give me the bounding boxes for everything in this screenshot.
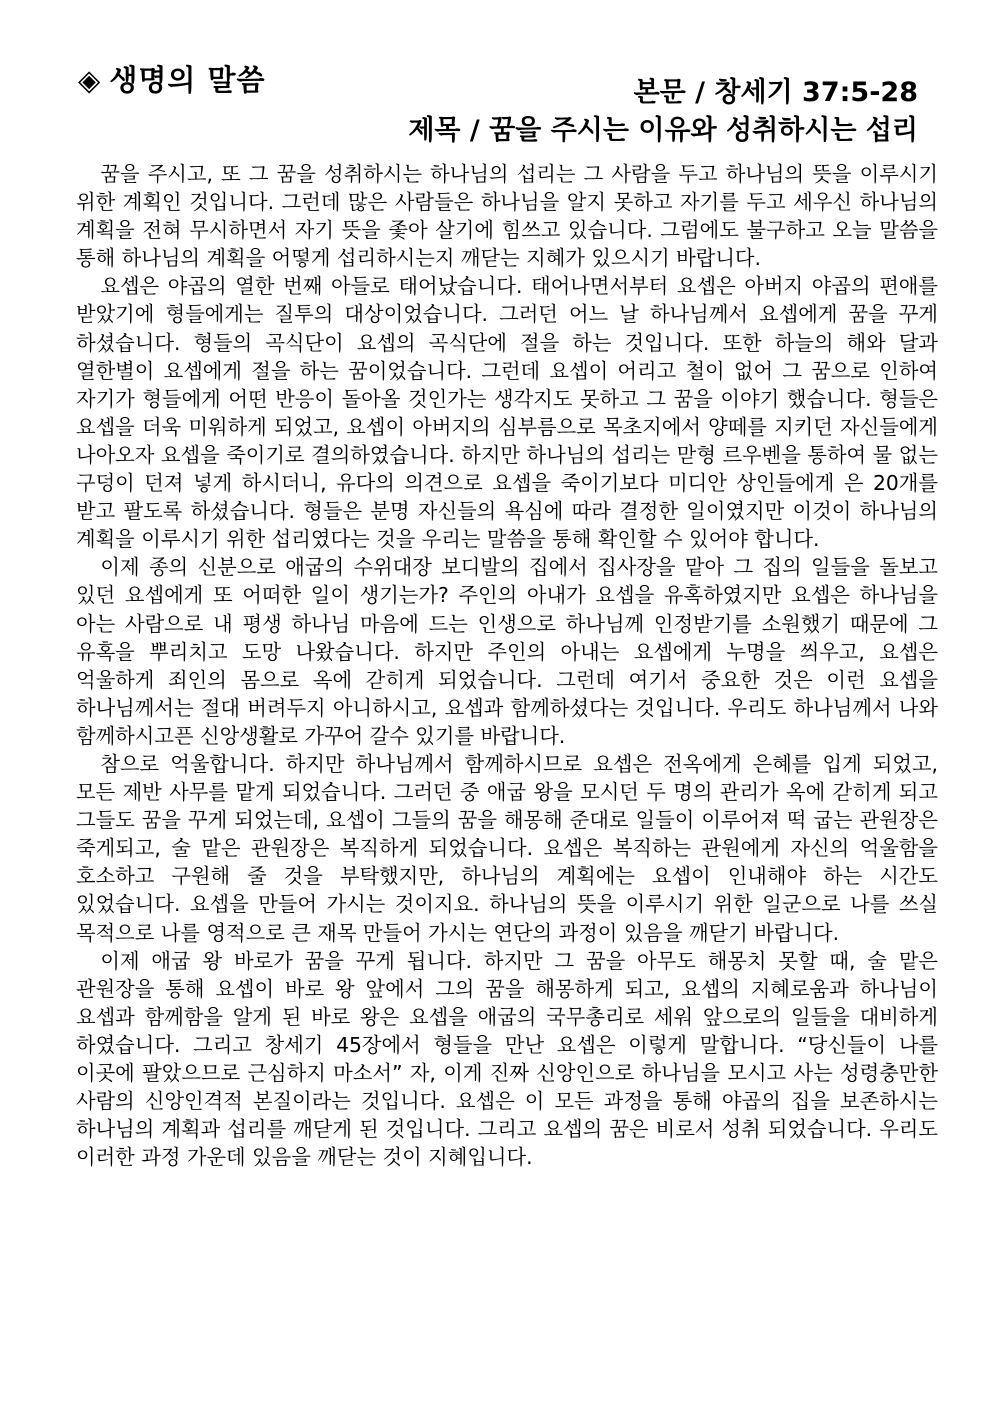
title-text: 꿈을 주시는 이유와 성취하시는 섭리 [489, 115, 918, 146]
passage-label: 본문 [633, 77, 686, 108]
passage-separator: / [685, 77, 715, 108]
section-title [78, 58, 265, 99]
title-separator: / [460, 115, 490, 146]
paragraph-3: 이제 종의 신분으로 애굽의 수위대장 보디발의 집에서 집사장을 맡아 그 집의 일들을 돌보고 있던 요셉에게 또 어떠한 일이 생기는가? 주인의 아내가 요셉을 유혹하였지만 요셉은 하나님을 아는 사람으로 내 평생 하나님 마음에 드는 인생으로 하나님께 인정받기를 소원했기 때문에 그 유혹을 뿌리치고 도망 나왔습니다. 하지만 주인의 아내는 요셉에게 누명을 씌우고, 요셉은 억울하게 죄인의 몸으로 옥에 갇히게 되었습니다. 그런데 여기서 중요한 것은 이런 요셉을 하나님께서는 절대 버려두지 아니하시고, 요셉과 함께하셨다는 것입니다. 우리도 하나님께서 나와 함께하시고픈 신앙생활로 가꾸어 갈수 있기를 바랍니다. [76, 555, 938, 748]
paragraph-1: 꿈을 주시고, 또 그 꿈을 성취하시는 하나님의 섭리는 그 사람을 두고 하나님의 뜻을 이루시기 위한 계획인 것입니다. 그런데 많은 사람들은 하나님을 알지 못하고 자기를 두고 세우신 하나님의 계획을 전혀 무시하면서 자기 뜻을 좇아 살기에 힘쓰고 있습니다. 그럼에도 불구하고 오늘 말씀을 통해 하나님의 계획을 어떻게 섭리하시는지 깨닫는 지혜가 있으시기 바랍니다. [76, 162, 938, 271]
paragraph-5: 이제 애굽 왕 바로가 꿈을 꾸게 됩니다. 하지만 그 꿈을 아무도 해몽치 못할 때, 술 맡은 관원장을 통해 요셉이 바로 왕 앞에서 그의 꿈을 해몽하게 되고, 요셉의 지혜로움과 하나님이 요셉과 함께함을 알게 된 바로 왕은 요셉을 애굽의 국무총리로 세워 앞으로의 일들을 대비하게 하였습니다. 그리고 창세기 45장에서 형들을 만난 요셉은 이렇게 말합니다. “당신들이 나를 이곳에 팔았으므로 근심하지 마소서” 자, 이게 진짜 신앙인으로 하나님을 모시고 사는 성령충만한 사람의 신앙인격적 본질이라는 것입니다. 요셉은 이 모든 과정을 통해 야곱의 집을 보존하시는 하나님의 계획과 섭리를 깨닫게 된 것입니다. 그리고 요셉의 꿈은 비로서 성취 되었습니다. 우리도 이러한 과정 가운데 있음을 깨닫는 것이 지혜입니다. [76, 948, 938, 1170]
paragraph-4: 참으로 억울합니다. 하지만 하나님께서 함께하시므로 요셉은 전옥에게 은혜를 입게 되었고, 모든 제반 사무를 맡게 되었습니다. 그러던 중 애굽 왕을 모시던 두 명의 관리가 옥에 갇히게 되고 그들도 꿈을 꾸게 되었는데, 요셉이 그들의 꿈을 해몽해 준대로 일들이 이루어져 떡 굽는 관원장은 죽게되고, 술 맡은 관원장은 복직하게 되었습니다. 요셉은 복직하는 관원에게 자신의 억울함을 호소하고 구원해 줄 것을 부탁했지만, 하나님의 계획에는 요셉이 인내해야 하는 시간도 있었습니다. 요셉을 만들어 가시는 것이지요. 하나님의 뜻을 이루시기 위한 일군으로 나를 쓰실 목적으로 나를 영적으로 큰 재목 만들어 가시는 연단의 과정이 있음을 깨닫기 바랍니다. [76, 751, 938, 945]
sermon-body [76, 160, 938, 1171]
section-title-text: 생명의 말씀 [109, 63, 266, 97]
header [78, 52, 928, 152]
diamond-bullet-icon: ◈ [78, 63, 102, 97]
title-label: 제목 [408, 115, 461, 146]
scripture-passage [634, 70, 918, 109]
passage-reference: 창세기 37:5-28 [714, 77, 918, 108]
sermon-title [408, 108, 918, 147]
paragraph-2: 요셉은 야곱의 열한 번째 아들로 태어났습니다. 태어나면서부터 요셉은 아버지 야곱의 편애를 받았기에 형들에게는 질투의 대상이었습니다. 그러던 어느 날 하나님께서 요셉에게 꿈을 꾸게 하셨습니다. 형들의 곡식단이 요셉의 곡식단에 절을 하는 것입니다. 또한 하늘의 해와 달과 열한별이 요셉에게 절을 하는 꿈이었습니다. 그런데 요셉이 어리고 철이 없어 그 꿈으로 인하여 자기가 형들에게 어떤 반응이 돌아올 것인가는 생각지도 못하고 그 꿈을 이야기 했습니다. 형들은 요셉을 더욱 미워하게 되었고, 요셉이 아버지의 심부름으로 목초지에서 양떼를 지키던 자신들에게 나아오자 요셉을 죽이기로 결의하였습니다. 하지만 하나님의 섭리는 맏형 르우벤을 통하여 물 없는 구덩이 던져 넣게 하시더니, 유다의 의견으로 요셉을 죽이기보다 미디안 상인들에게 은 20개를 받고 팔도록 하셨습니다. 형들은 분명 자신들의 욕심에 따라 결정한 일이였지만 이것이 하나님의 계획을 이루시기 위한 섭리였다는 것을 우리는 말씀을 통해 확인할 수 있어야 합니다. [76, 274, 938, 552]
